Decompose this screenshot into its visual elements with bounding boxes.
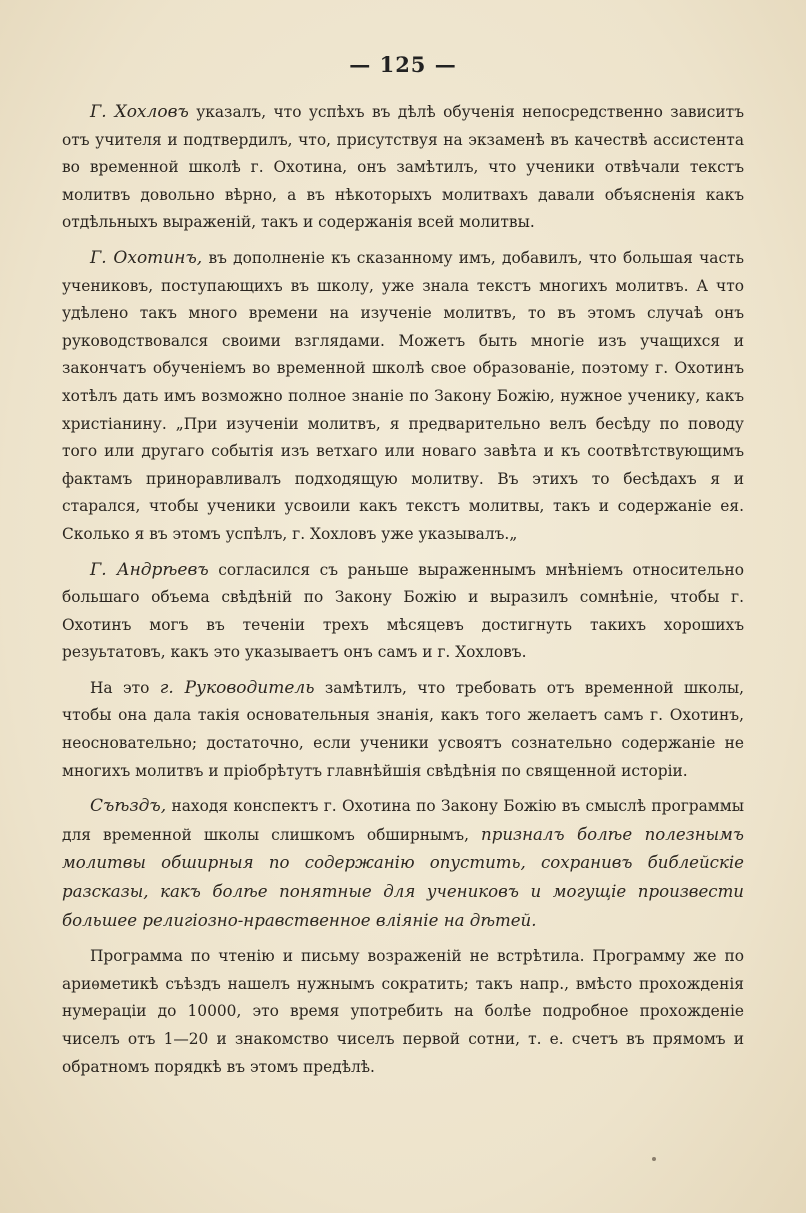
paragraph-text: находя конспектъ г. Охотина по Закону Божію въ смыслѣ программы для временной школы слишкомъ обширнымъ,	[62, 797, 744, 844]
paper-spot	[652, 1157, 656, 1161]
paragraph-rukovoditel	[62, 675, 744, 785]
paragraph-text: согласился съ раньше выраженнымъ мнѣніемъ относительно большаго объема свѣдѣній по Закону Божію и выразилъ сомнѣніе, чтобы г. Охотинъ могъ въ теченіи трехъ мѣсяцевъ достигнуть такихъ хорошихъ резуьтатовъ, какъ это указываетъ онъ самъ и г. Хохловъ.	[62, 560, 745, 662]
page-number: — 125 —	[349, 52, 457, 77]
paragraph-pre: На это	[90, 678, 160, 697]
speaker-okhotin: Г. Охотинъ,	[90, 247, 203, 268]
resolution-text: призналъ болѣе полезнымъ молитвы обширныя по содержанію опустить, сохранивъ библейскіе разсказы, какъ болѣе понятные для учениковъ и могущіе произвести большее религіозно-нравственное вліяніе на дѣтей.	[62, 824, 744, 930]
speaker-andreev: Г. Андрѣевъ	[90, 559, 209, 580]
paragraph-sezd	[62, 793, 744, 935]
paragraph-khokhlov	[62, 99, 744, 237]
paragraph-text: указалъ, что успѣхъ въ дѣлѣ обученія непосредственно зависитъ отъ учителя и подтвердилъ, что, присутствуя на экзаменѣ въ качествѣ ассистента во временной школѣ г. Охотина, онъ замѣтилъ, что ученики отвѣчали текстъ молитвъ довольно вѣрно, а въ нѣкоторыхъ молитвахъ давали объясненія какъ отдѣльныхъ выраженій, такъ и содержанія всей молитвы.	[62, 103, 744, 232]
paragraph-text: Программа по чтенію и письму возраженій не встрѣтила. Программу же по ариѳметикѣ съѣздъ нашелъ нужнымъ сократить; такъ напр., вмѣсто прохожденія нумераціи до 10000, это время употребить на болѣе подробное прохожденіе чиселъ отъ 1—20 и знакомство чиселъ первой сотни, т. е. счетъ въ прямомъ и обратномъ порядкѣ въ этомъ предѣлѣ.	[62, 947, 744, 1076]
paragraph-andreev	[62, 557, 744, 667]
speaker-khokhlov: Г. Хохловъ	[90, 102, 189, 122]
paragraph-okhotin	[62, 245, 744, 549]
speaker-sezd: Съѣздъ,	[90, 796, 167, 817]
paragraph-text: замѣтилъ, что требовать отъ временной школы, чтобы она дала такія основательныя знанія, какъ того желаетъ самъ г. Охотинъ, неосновательно; достаточно, если ученики усвоятъ сознательно содержаніе не многихъ молитвъ и пріобрѣтутъ главнѣйшія свѣдѣнія по священной исторіи.	[62, 678, 744, 780]
paragraph-program	[62, 943, 744, 1081]
paragraph-text: въ дополненіе къ сказанному имъ, добавилъ, что большая часть учениковъ, поступающихъ въ школу, уже знала текстъ многихъ молитвъ. А что удѣлено такъ много времени на изученіе молитвъ, то въ этомъ случаѣ онъ руководствовался своими взглядами. Можетъ быть многіе изъ учащихся и закончатъ обученіемъ во временной школѣ свое образованіе, поэтому г. Охотинъ хотѣлъ дать имъ возможно полное знаніе по Закону Божію, нужное ученику, какъ христіанину. „При изученіи молитвъ, я предварительно велъ бесѣду по поводу того или другаго событія изъ ветхаго или новаго завѣта и къ соотвѣтствующимъ фактамъ приноравливалъ подходящую молитву. Въ этихъ то бесѣдахъ я и старался, чтобы ученики усвоили какъ текстъ молитвы, такъ и содержаніе ея. Сколько я въ этомъ успѣлъ, г. Хохловъ уже указывалъ.„	[62, 248, 744, 543]
speaker-rukovoditel: г. Руководитель	[159, 677, 315, 698]
